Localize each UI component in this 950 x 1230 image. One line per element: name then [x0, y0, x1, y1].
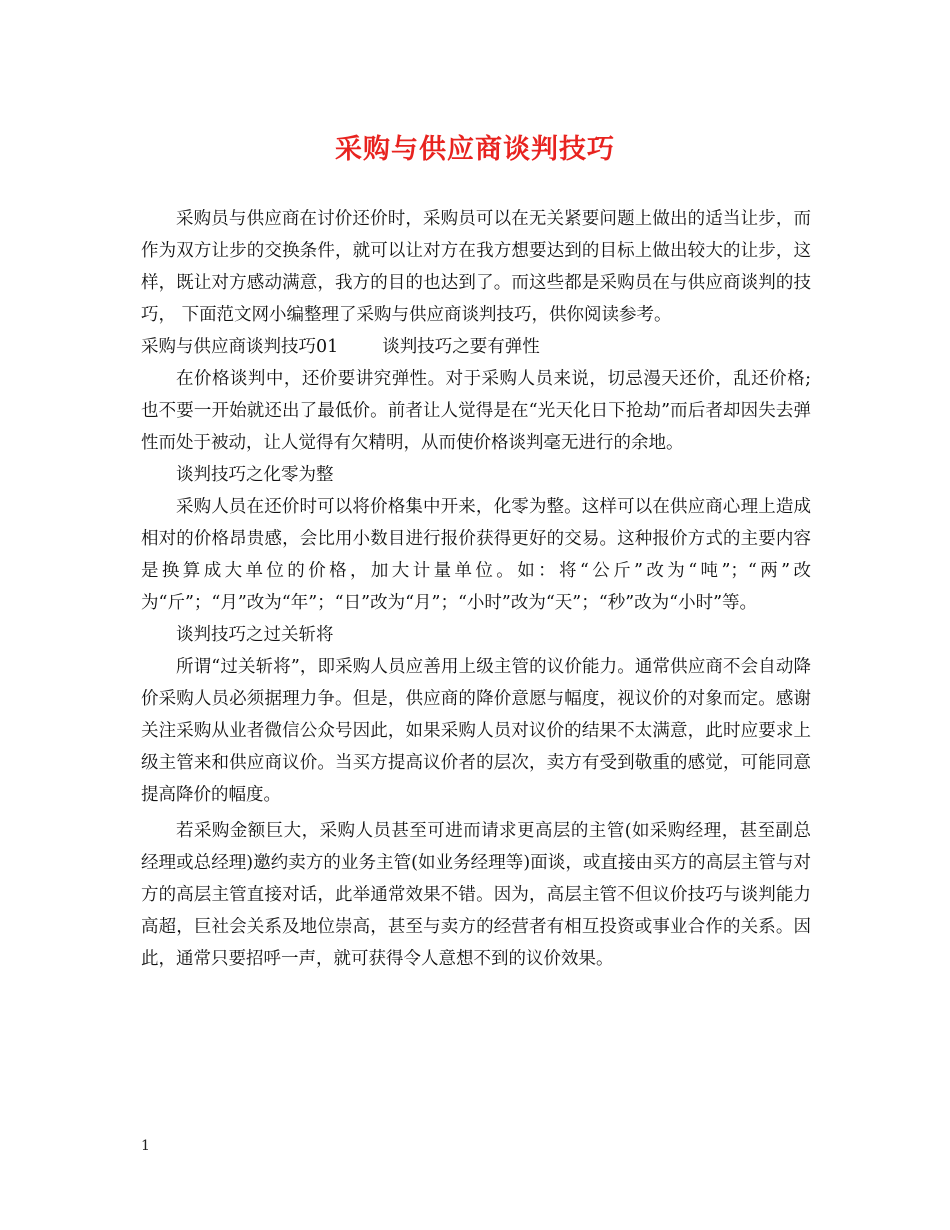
section3-paragraph-1: 所谓“过关斩将”，即采购人员应善用上级主管的议价能力。通常供应商不会自动降价采购人员必须据理力争。但是，供应商的降价意愿与幅度，视议价的对象而定。感谢关注采购从业者微信公众号因此，如果采购人员对议价的结果不太满意，此时应要求上级主管来和供应商议价。当买方提高议价者的层次，卖方有受到敬重的感觉，可能同意提高降价的幅度。 — [141, 657, 811, 805]
section3-paragraph-2: 若采购金额巨大，采购人员甚至可进而请求更高层的主管(如采购经理，甚至副总经理或总经理)邀约卖方的业务主管(如业务经理等)面谈，或直接由买方的高层主管与对方的高层主管直接对话，此举通常效果不错。因为，高层主管不但议价技巧与谈判能力高超，巨社会关系及地位崇高，甚至与卖方的经营者有相互投资或事业合作的关系。因此，通常只要招呼一声，就可获得令人意想不到的议价效果。 — [141, 821, 811, 969]
document-body — [141, 203, 811, 975]
section3-heading: 谈判技巧之过关斩将 — [176, 625, 334, 645]
section2-heading: 谈判技巧之化零为整 — [176, 465, 334, 485]
section-label: 采购与供应商谈判技巧01 — [141, 337, 339, 357]
section1-paragraph: 在价格谈判中，还价要讲究弹性。对于采购人员来说，切忌漫天还价，乱还价格;也不要一开始就还出了最低价。前者让人觉得是在“光天化日下抢劫”而后者却因失去弹性而处于被动，让人觉得有欠精明，从而使价格谈判毫无进行的余地。 — [141, 369, 811, 453]
section2-paragraph: 采购人员在还价时可以将价格集中开来，化零为整。这样可以在供应商心理上造成相对的价格昂贵感，会比用小数目进行报价获得更好的交易。这种报价方式的主要内容是换算成大单位的价格，加大计量单位。如：将“公斤”改为“吨”；“两”改为“斤”；“月”改为“年”；“日”改为“月”；“小时”改为“天”；“秒”改为“小时”等。 — [141, 497, 811, 613]
document-title: 采购与供应商谈判技巧 — [335, 134, 615, 165]
intro-paragraph: 采购员与供应商在讨价还价时，采购员可以在无关紧要问题上做出的适当让步，而作为双方让步的交换条件，就可以让对方在我方想要达到的目标上做出较大的让步，这样，既让对方感动满意，我方的目的也达到了。而这些都是采购员在与供应商谈判的技巧， 下面范文网小编整理了采购与供应商谈判技巧，供你阅读参考。 — [141, 209, 811, 325]
page-number: 1 — [141, 1138, 150, 1154]
section1-heading: 谈判技巧之要有弹性 — [382, 337, 540, 357]
section-label-line — [141, 331, 811, 363]
